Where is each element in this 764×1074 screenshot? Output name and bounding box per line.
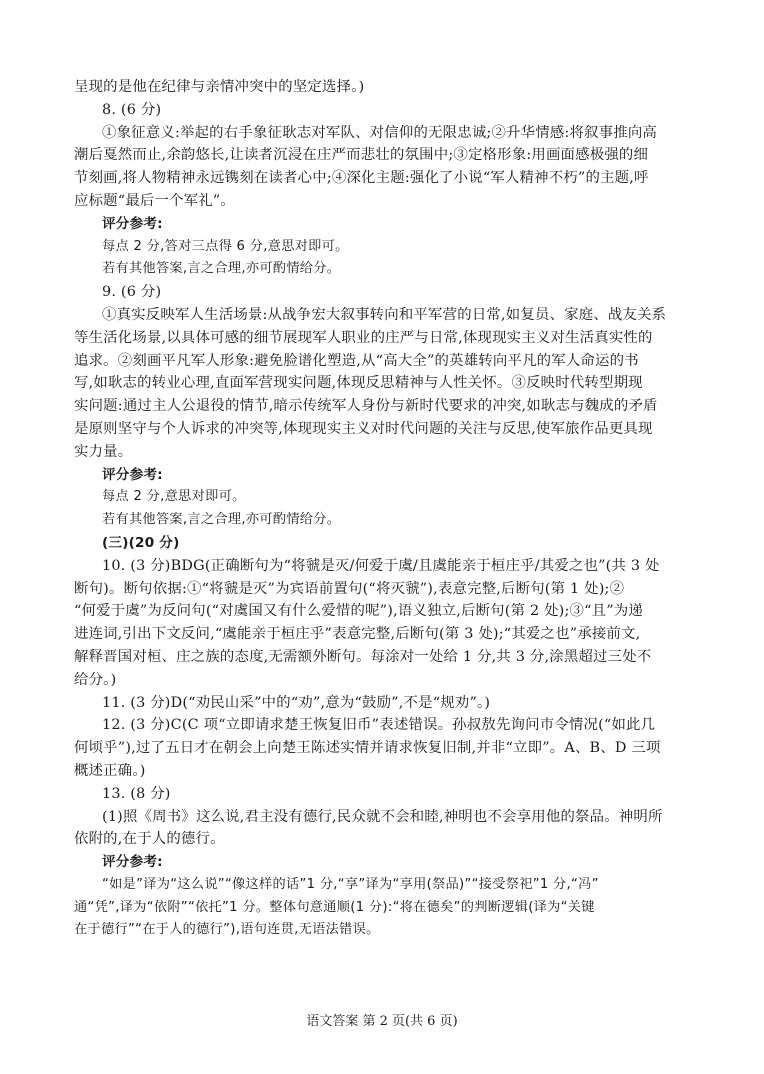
text-line: 解释晋国对桓、庄之族的态度,无需额外断句。每涂对一处给 1 分,共 3 分,涂黑超过三处不: [74, 648, 652, 665]
question-header: 13. (8 分): [102, 785, 171, 802]
text-line: 断句)。断句依据:①“将虢是灭”为宾语前置句(“将灭虢”),表意完整,后断句(第 1 处);②: [74, 580, 625, 597]
text-line: 实问题:通过主人公退役的情节,暗示传统军人身份与新时代要求的冲突,如耿志与魏成的矛盾: [74, 398, 658, 415]
text-line: 何顷乎”),过了五日才在朝会上向楚王陈述实情并请求恢复旧制,并非“立即”。A、B、D 三项: [74, 740, 661, 757]
scoring-note: 通“凭”,译为“依附”“依托”1 分。整体句意通顺(1 分):“将在德矣”的判断逻辑(译为“关键: [74, 899, 595, 915]
page-footer: 语文答案 第 2 页(共 6 页): [306, 1014, 458, 1029]
scoring-note: 若有其他答案,言之合理,亦可酌情给分。: [102, 261, 341, 277]
text-line: 进连词,引出下文反问,“虞能亲于桓庄乎”表意完整,后断句(第 3 处);“其爱之也”承接前文,: [74, 626, 641, 643]
text-line: ①象征意义:举起的右手象征耿志对军队、对信仰的无限忠诚;②升华情感:将叙事推向高: [102, 124, 658, 141]
scoring-note: 每点 2 分,意思对即可。: [102, 489, 246, 505]
scoring-note: 若有其他答案,言之合理,亦可酌情给分。: [102, 512, 341, 528]
text-line: “何爱于虞”为反问句(“对虞国又有什么爱惜的呢”),语义独立,后断句(第 2 处);③“且”为递: [74, 603, 644, 620]
text-line: 写,如耿志的转业心理,直面军营现实问题,体现反思精神与人性关怀。③反映时代转型期现: [74, 375, 643, 392]
text-line: 节刻画,将人物精神永远镌刻在读者心中;④深化主题:强化了小说“军人精神不朽”的主题,呼: [74, 170, 649, 187]
text-line: ①真实反映军人生活场景:从战争宏大叙事转向和平军营的日常,如复员、家庭、战友关系: [102, 306, 667, 323]
text-line: 概述正确。): [74, 762, 146, 779]
text-line: 追求。②刻画平凡军人形象:避免脸谱化塑造,从“高大全”的英雄转向平凡的军人命运的书: [74, 352, 639, 369]
scoring-note: 在于德行”“在于人的德行”),语句连贯,无语法错误。: [74, 922, 380, 938]
text-line: (1)照《周书》这么说,君主没有德行,民众就不会和睦,神明也不会享用他的祭品。神明所: [102, 808, 663, 825]
text-line: 是原则坚守与个人诉求的冲突等,体现现实主义对时代问题的关注与反思,使军旅作品更具现: [74, 420, 653, 437]
text-line: 潮后戛然而止,余韵悠长,让读者沉浸在庄严而悲壮的氛围中;③定格形象:用画面感极强的细: [74, 147, 649, 164]
scoring-reference-heading: 评分参考:: [102, 215, 163, 232]
question-header: 8. (6 分): [102, 101, 162, 118]
section-header: (三)(20 分): [102, 534, 180, 551]
text-line: 等生活化场景,以具体可感的细节展现军人职业的庄严与日常,体现现实主义对生活真实性的: [74, 329, 653, 346]
scoring-reference-heading: 评分参考:: [102, 466, 163, 483]
scoring-note: 每点 2 分,答对三点得 6 分,意思对即可。: [102, 238, 349, 254]
answer-content: [74, 76, 696, 942]
text-line: 应标题“最后一个军礼”。: [74, 192, 236, 209]
text-line: 依附的,在于人的德行。: [74, 831, 225, 848]
scoring-note: “如是”译为“这么说”“像这样的话”1 分,“享”译为“享用(祭品)”“接受祭祀”1 分,“冯”: [102, 876, 599, 892]
text-line: 给分。): [74, 671, 117, 688]
question-header: 10. (3 分)BDG(正确断句为“将虢是灭/何爱于虞/且虞能亲于桓庄乎/其爱之也”(共 3 处: [102, 557, 660, 574]
question-header: 11. (3 分)D(“劝民山采”中的“劝”,意为“鼓励”,不是“规劝”。): [102, 694, 491, 711]
scoring-reference-heading: 评分参考:: [102, 854, 163, 871]
question-header: 12. (3 分)C(C 项“立即请求楚王恢复旧币”表述错误。孙叔敖先询问市令情况(“如此几: [102, 717, 656, 734]
question-header: 9. (6 分): [102, 284, 162, 301]
text-line: 实力量。: [74, 443, 133, 460]
text-line: 呈现的是他在纪律与亲情冲突中的坚定选择。): [74, 79, 365, 95]
